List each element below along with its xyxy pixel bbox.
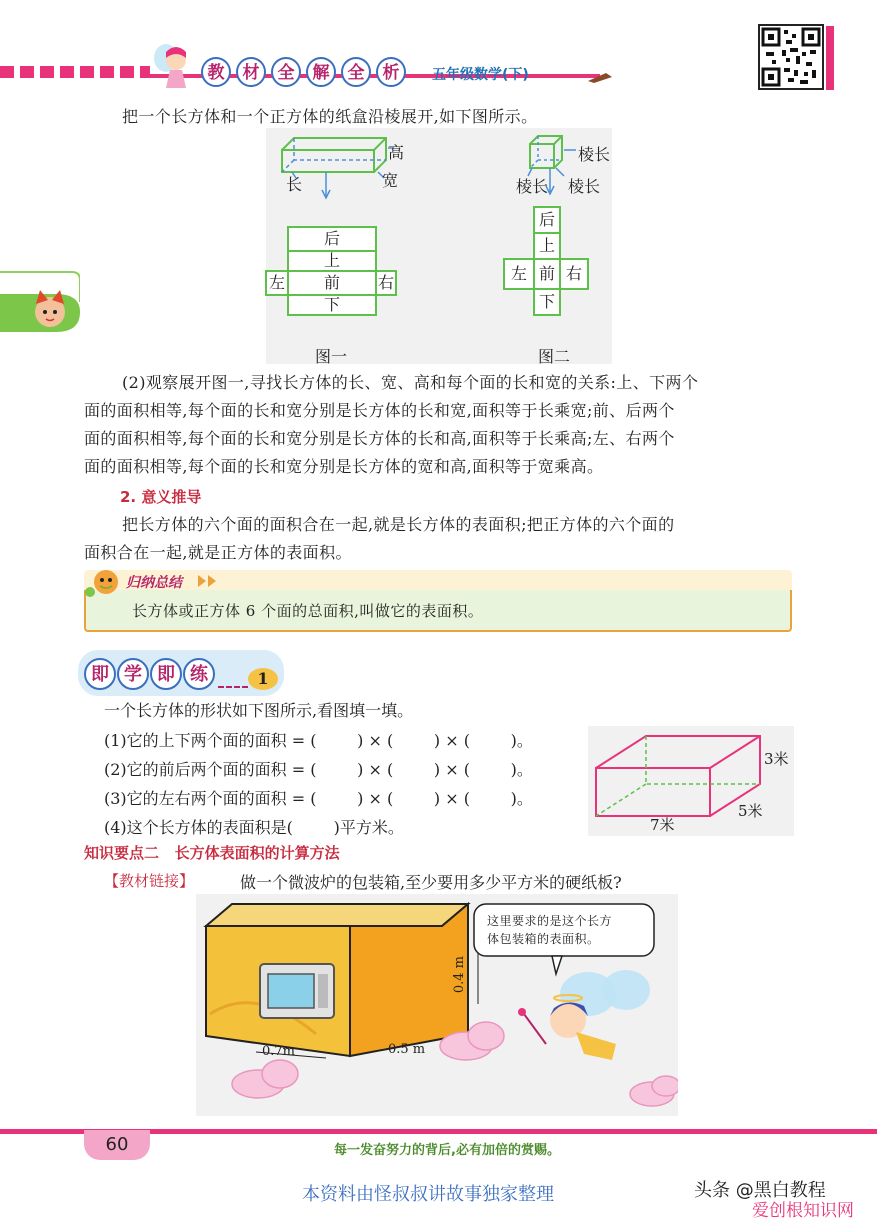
figure1-caption: 图一	[315, 347, 348, 366]
knowledge-point-heading: 知识要点二 长方体表面积的计算方法	[84, 844, 340, 862]
figure2-caption: 图二	[538, 347, 571, 366]
net2-face-left: 左	[503, 258, 535, 290]
observation-line: 面的面积相等,每个面的长和宽分别是长方体的长和高,面积等于长乘高;左、右两个	[84, 429, 675, 448]
label-height: 高	[388, 143, 405, 162]
practice-title-char: 即	[150, 658, 182, 690]
watermark-top: 头条 @黑白教程	[694, 1180, 826, 1201]
practice-cuboid-drawing	[588, 726, 794, 836]
label-edge: 棱长	[516, 177, 549, 196]
intro-text: 把一个长方体和一个正方体的纸盒沿棱展开,如下图所示。	[122, 107, 538, 126]
label-edge: 棱长	[568, 177, 601, 196]
pencil-icon	[588, 68, 612, 80]
side-tab-mascot	[0, 268, 80, 358]
net1-face-bottom: 下	[287, 294, 377, 316]
net2-face-bottom: 下	[533, 288, 561, 316]
header-title-char: 全	[341, 57, 371, 87]
observation-line: (2)观察展开图一,寻找长方体的长、宽、高和每个面的长和宽的关系:上、下两个	[122, 373, 699, 392]
net2-face-right: 右	[559, 258, 589, 290]
net2-face-front: 前	[533, 258, 561, 290]
speech-bubble-text	[487, 912, 612, 948]
net1-face-left: 左	[265, 270, 289, 296]
practice-question: (4)这个长方体的表面积是( )平方米。	[104, 818, 404, 837]
header-title-char: 材	[236, 57, 266, 87]
practice-question: (1)它的上下两个面的面积 = ( ) × ( ) × ( )。	[104, 731, 533, 750]
textbook-link-text: 做一个微波炉的包装箱,至少要用多少平方米的硬纸板?	[240, 873, 622, 892]
label-length: 长	[286, 175, 303, 194]
watermark-bottom: 爱创根知识网	[752, 1201, 854, 1221]
dim-width-label: 0.5 m	[388, 1042, 426, 1057]
practice-title-char: 练	[183, 658, 215, 690]
practice-question: (2)它的前后两个面的面积 = ( ) × ( ) × ( )。	[104, 760, 533, 779]
box-height-label: 3米	[764, 750, 789, 768]
header-title-char: 全	[271, 57, 301, 87]
observation-line: 面的面积相等,每个面的长和宽分别是长方体的长和宽,面积等于长乘宽;前、后两个	[84, 401, 675, 420]
practice-title-char: 学	[117, 658, 149, 690]
credit-text: 本资料由怪叔叔讲故事独家整理	[302, 1184, 554, 1205]
practice-dash	[218, 686, 248, 688]
header-subtitle: 五年级数学(下)	[432, 67, 529, 83]
fairy-logo-icon	[148, 38, 196, 90]
header-side-strip	[826, 26, 834, 90]
label-edge: 棱长	[578, 145, 611, 164]
practice-question: (3)它的左右两个面的面积 = ( ) × ( ) × ( )。	[104, 789, 533, 808]
net2-face-top: 上	[533, 232, 561, 260]
practice-number: 1	[248, 668, 278, 690]
header-ribbon	[0, 66, 150, 78]
box-length-label: 7米	[650, 816, 675, 834]
page-number: 60	[105, 1134, 129, 1155]
qr-code-icon[interactable]	[758, 24, 824, 90]
header-title-char: 教	[201, 57, 231, 87]
box-width-label: 5米	[738, 802, 763, 820]
observation-line: 面的面积相等,每个面的长和宽分别是长方体的宽和高,面积等于宽乘高。	[84, 457, 604, 476]
net1-face-top: 上	[287, 250, 377, 272]
summary-text: 长方体或正方体 6 个面的总面积,叫做它的表面积。	[132, 602, 484, 620]
net1-face-front: 前	[287, 270, 377, 296]
summary-title: 归纳总结	[126, 575, 182, 591]
speech-line: 这里要求的是这个长方	[487, 914, 613, 928]
dim-length-label: 0.7m	[262, 1044, 296, 1059]
practice-title-char: 即	[84, 658, 116, 690]
mascot-icon	[84, 566, 126, 600]
summary-strip	[84, 570, 792, 590]
net2-face-back: 后	[533, 206, 561, 234]
derivation-line: 把长方体的六个面的面积合在一起,就是长方体的表面积;把正方体的六个面的	[122, 515, 675, 534]
double-chevron-icon	[196, 573, 226, 587]
section-heading: 2. 意义推导	[120, 488, 202, 506]
speech-line: 体包装箱的表面积。	[487, 932, 600, 946]
dim-height-label: 0.4 m	[452, 956, 467, 994]
net1-face-right: 右	[375, 270, 397, 296]
textbook-link-tag: 【教材链接】	[104, 872, 195, 890]
practice-prompt: 一个长方体的形状如下图所示,看图填一填。	[104, 701, 414, 720]
header-title-char: 解	[306, 57, 336, 87]
header-title-char: 析	[376, 57, 406, 87]
net1-face-back: 后	[287, 226, 377, 252]
derivation-line: 面积合在一起,就是正方体的表面积。	[84, 543, 352, 562]
label-width: 宽	[382, 171, 399, 190]
footer-motto: 每一发奋努力的背后,必有加倍的赏赐。	[334, 1143, 560, 1158]
